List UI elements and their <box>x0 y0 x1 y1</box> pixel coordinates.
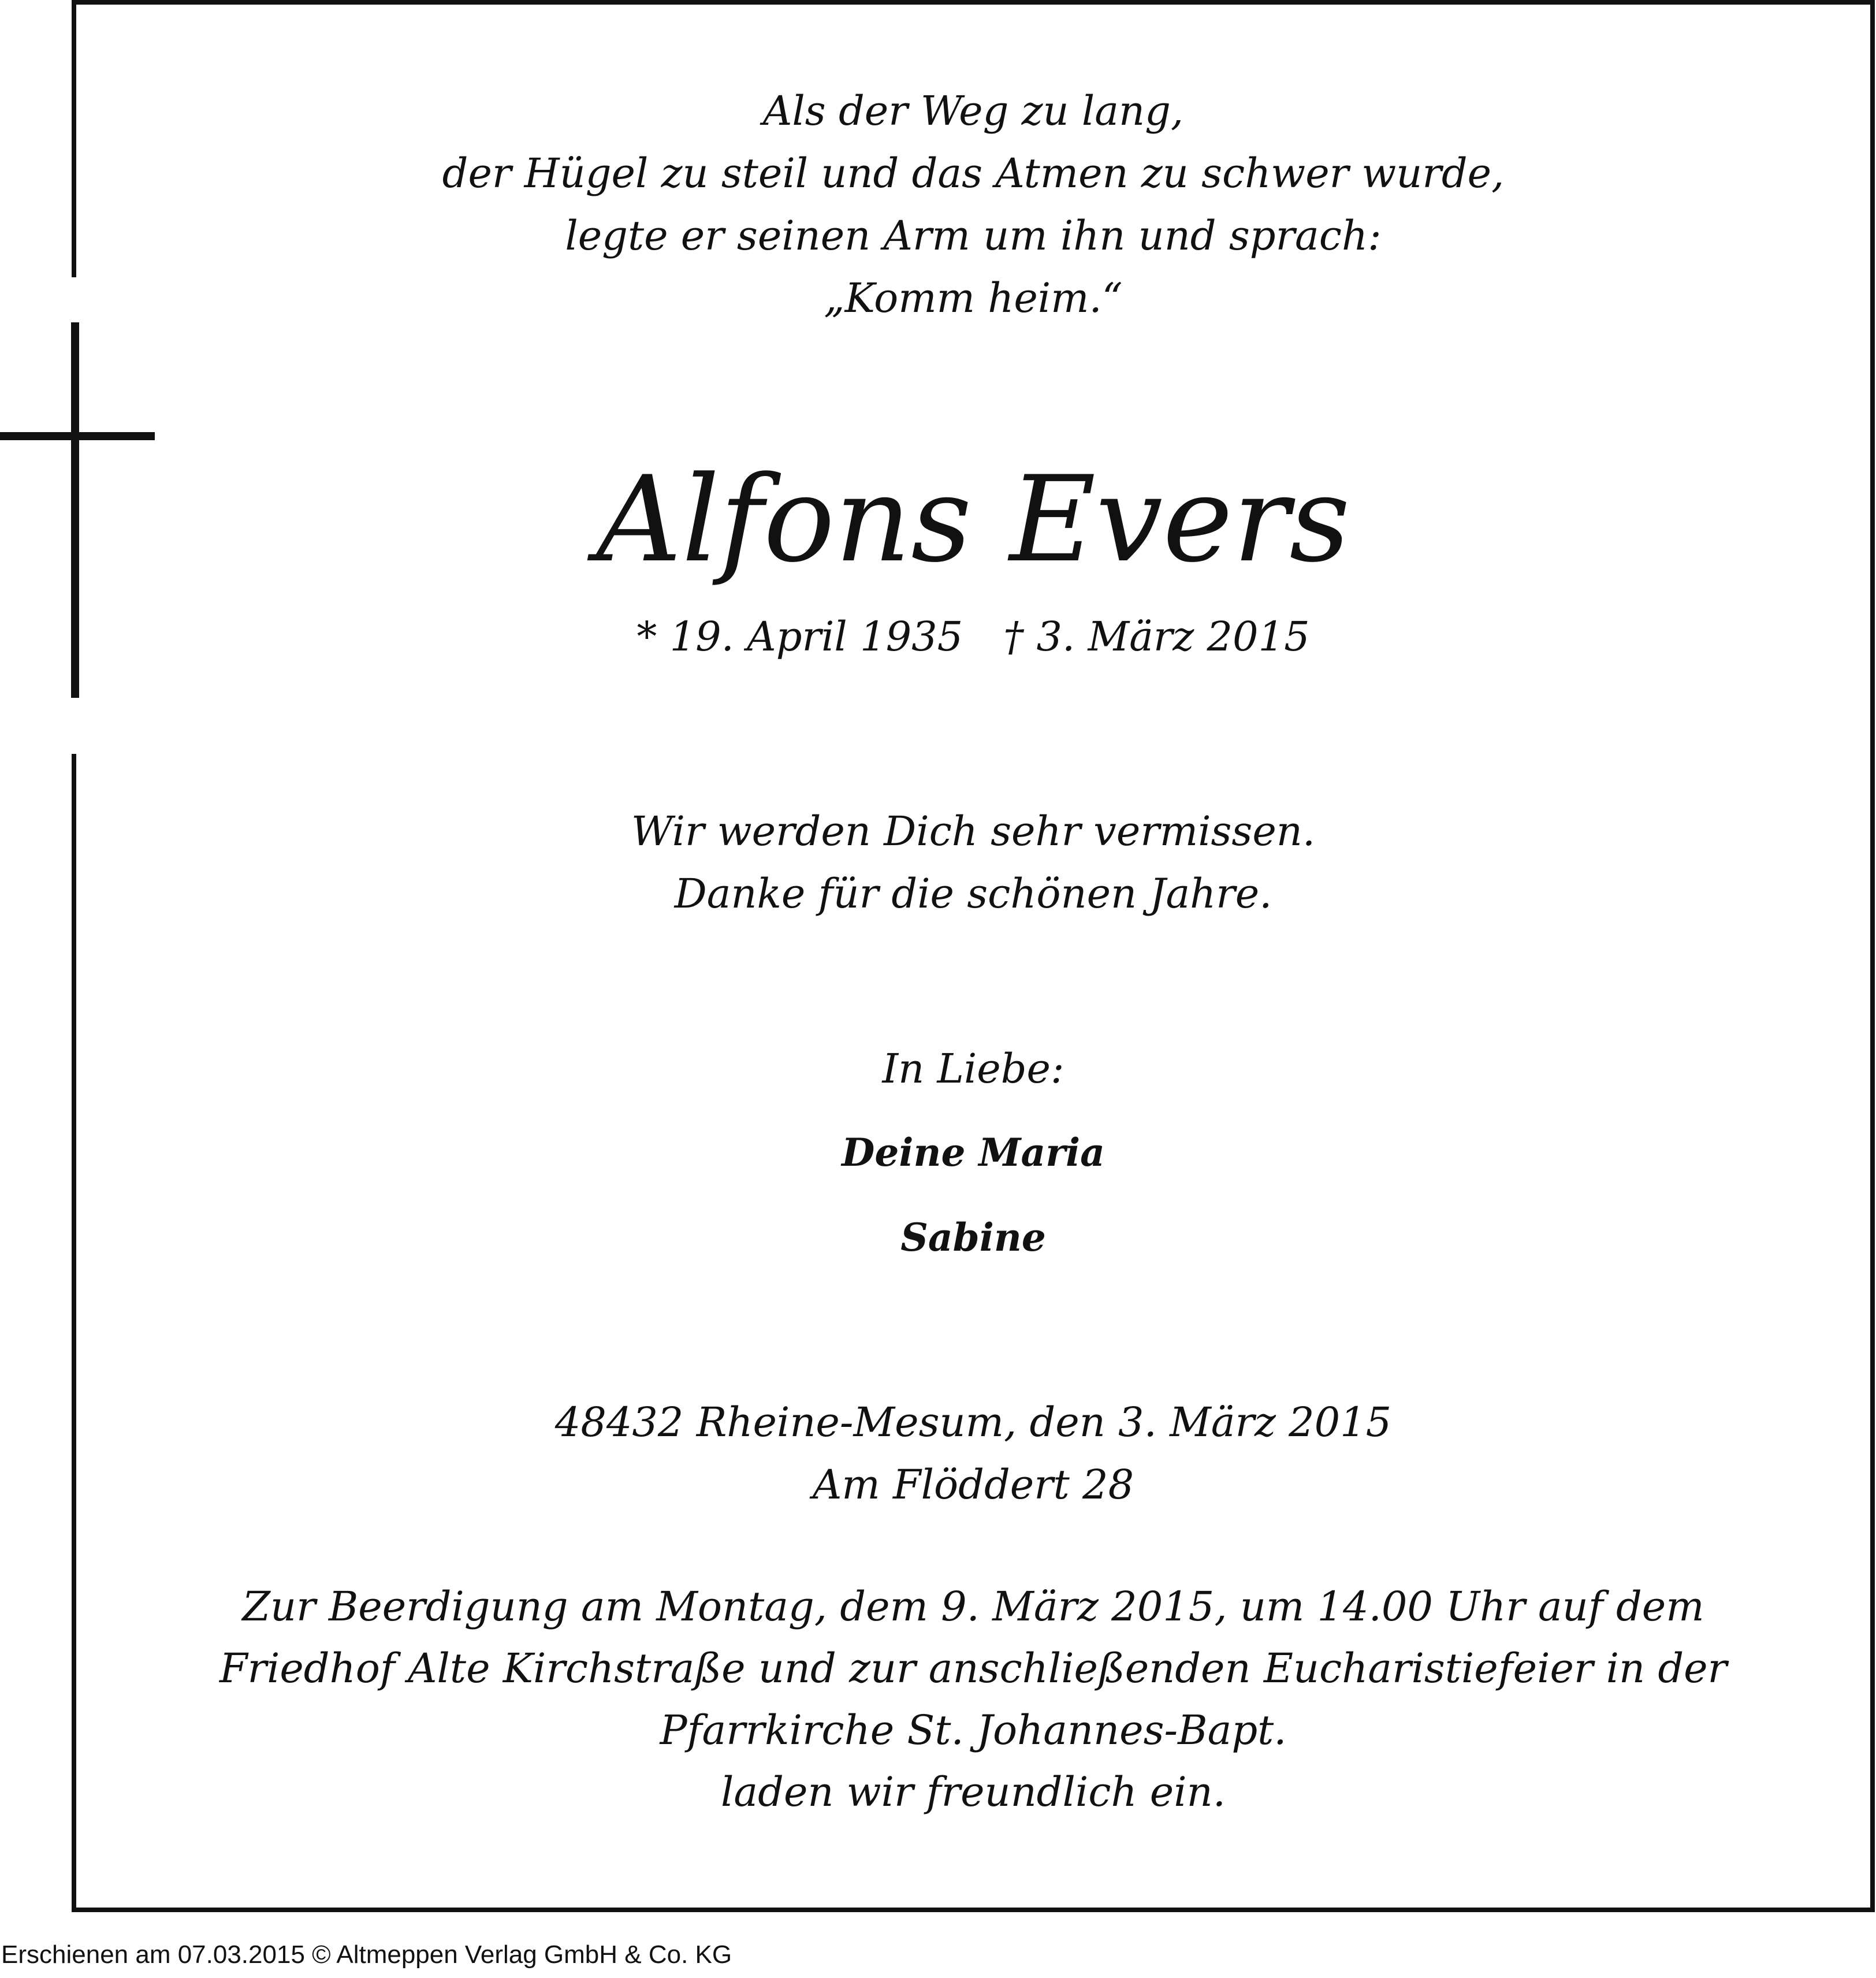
address-line: Am Flöddert 28 <box>812 1461 1134 1508</box>
mourner-name: Deine Maria <box>842 1130 1105 1175</box>
farewell-message <box>76 800 1870 925</box>
poem-line: der Hügel zu steil und das Atmen zu schwer wurde, <box>442 150 1505 197</box>
poem-verse <box>76 80 1870 329</box>
poem-line: legte er seinen Arm um ihn und sprach: <box>565 212 1382 259</box>
poem-line: „Komm heim.“ <box>824 274 1123 322</box>
cross-horizontal-bar <box>0 432 155 440</box>
mourner-name: Sabine <box>900 1215 1046 1260</box>
funeral-line: Pfarrkirche St. Johannes-Bapt. <box>660 1706 1287 1754</box>
frame-border-top <box>72 0 1875 5</box>
funeral-info <box>76 1576 1870 1823</box>
deceased-name: Alfons Evers <box>596 451 1350 589</box>
frame-border-left-lower <box>72 754 76 1912</box>
life-dates <box>76 608 1870 665</box>
death-date: † 3. März 2015 <box>1003 613 1310 660</box>
address-line: 48432 Rheine-Mesum, den 3. März 2015 <box>554 1399 1392 1446</box>
poem-line: Als der Weg zu lang, <box>762 87 1184 135</box>
address-block <box>76 1391 1870 1516</box>
frame-border-bottom <box>72 1908 1875 1912</box>
funeral-line: laden wir freundlich ein. <box>721 1768 1226 1816</box>
mourners-label: In Liebe: <box>882 1045 1064 1092</box>
frame-border-left-upper <box>72 0 76 277</box>
message-line: Wir werden Dich sehr vermissen. <box>631 808 1316 855</box>
message-line: Danke für die schönen Jahre. <box>674 870 1272 917</box>
publication-footer: Erschienen am 07.03.2015 © Altmeppen Verlag GmbH & Co. KG <box>1 1940 732 1969</box>
birth-date: * 19. April 1935 <box>636 613 963 660</box>
frame-border-right <box>1870 0 1875 1912</box>
funeral-line: Zur Beerdigung am Montag, dem 9. März 2015, um 14.00 Uhr auf dem <box>242 1583 1704 1630</box>
funeral-line: Friedhof Alte Kirchstraße und zur anschließenden Eucharistiefeier in der <box>219 1645 1728 1692</box>
